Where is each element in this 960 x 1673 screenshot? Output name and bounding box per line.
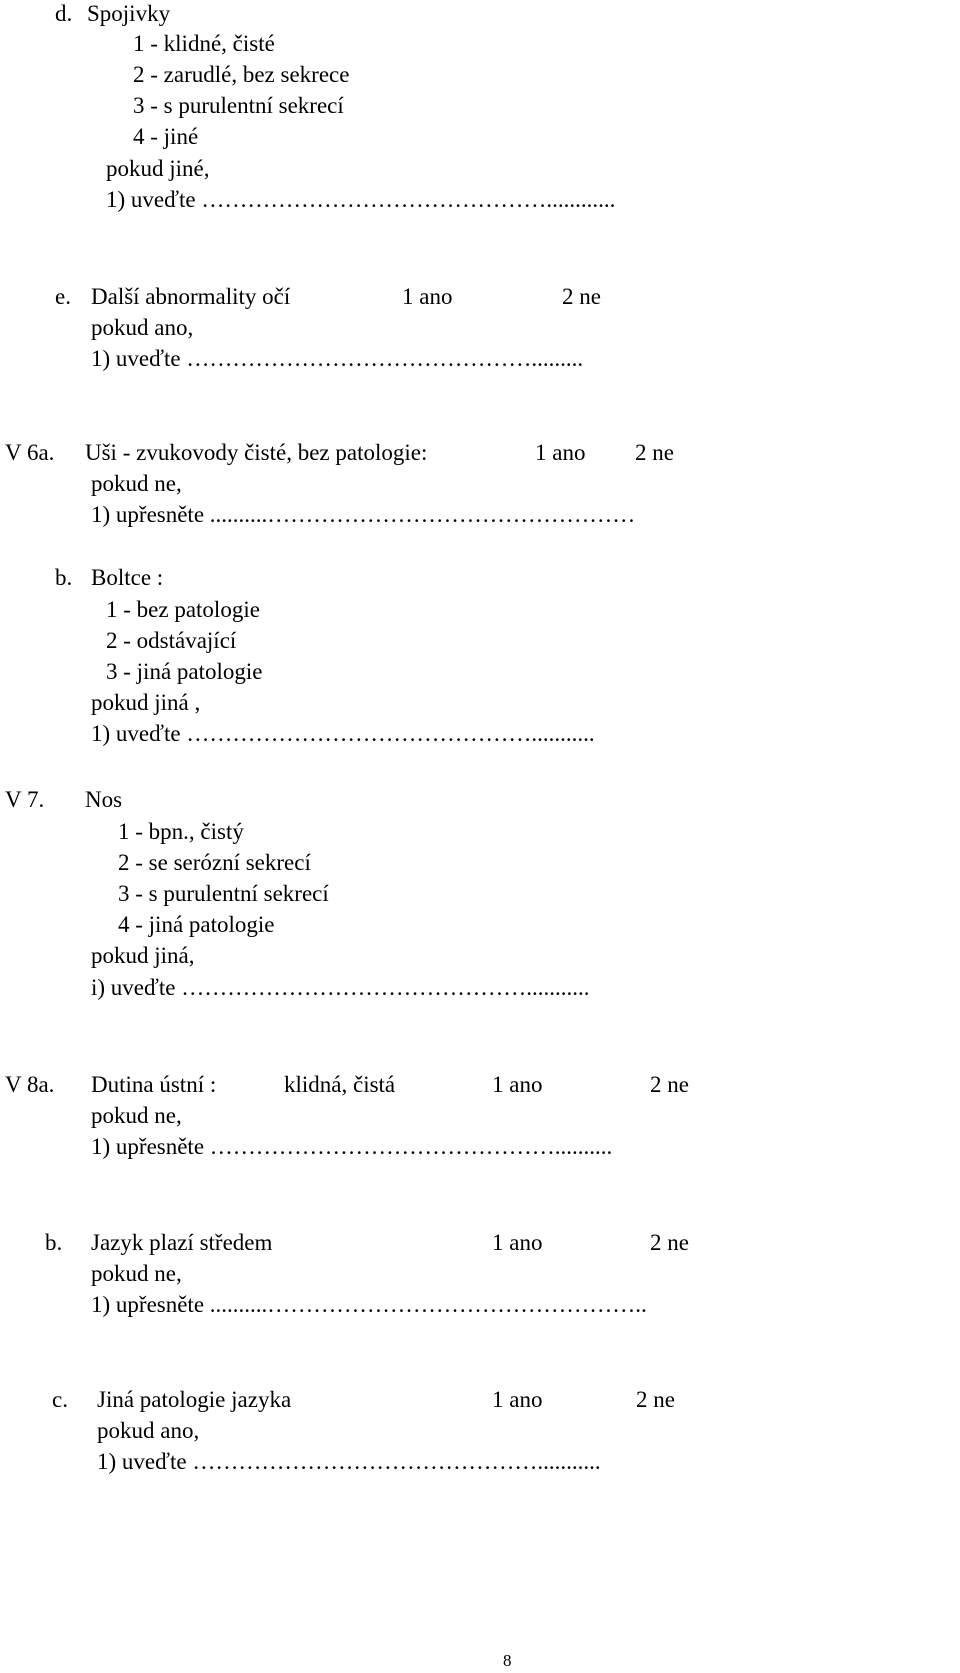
specify-line: 1) upřesněte ………………………………………..........: [91, 1134, 613, 1159]
conditional-label: pokud ano,: [91, 315, 194, 340]
section-title: Nos: [85, 787, 123, 812]
option-2: 2 - odstávající: [106, 628, 237, 653]
option-4: 4 - jiná patologie: [118, 912, 275, 937]
option-4: 4 - jiné: [133, 124, 199, 149]
option-2: 2 - zarudlé, bez sekrece: [133, 62, 350, 87]
conditional-label: pokud ne,: [91, 471, 182, 496]
conditional-label: pokud jiná ,: [91, 690, 201, 715]
item-marker: c.: [52, 1387, 68, 1412]
specify-line: 1) uveďte ……………………………………….........: [91, 346, 584, 371]
option-3: 3 - jiná patologie: [106, 659, 263, 684]
question-text: Dutina ústní :: [91, 1072, 217, 1097]
question-state: klidná, čistá: [284, 1072, 396, 1097]
conditional-label: pokud ne,: [91, 1261, 182, 1286]
question-text: Uši - zvukovody čisté, bez patologie:: [85, 440, 428, 465]
answer-no: 2 ne: [650, 1072, 689, 1097]
specify-line: i) uveďte ………………………………………...........: [91, 975, 590, 1000]
conditional-label: pokud jiné,: [106, 156, 210, 181]
question-text: Další abnormality očí: [91, 284, 291, 309]
specify-line: 1) uveďte ………………………………………............: [106, 187, 616, 212]
conditional-label: pokud jiná,: [91, 943, 195, 968]
answer-no: 2 ne: [636, 1387, 675, 1412]
answer-no: 2 ne: [650, 1230, 689, 1255]
conditional-label: pokud ne,: [91, 1103, 182, 1128]
specify-line: 1) upřesněte ..........…………………………………………..: [91, 1292, 647, 1317]
option-3: 3 - s purulentní sekrecí: [133, 93, 344, 118]
section-title: Boltce :: [91, 565, 164, 590]
item-marker: V 8a.: [5, 1072, 55, 1097]
question-text: Jazyk plazí středem: [91, 1230, 273, 1255]
item-marker: d.: [55, 1, 73, 26]
answer-yes: 1 ano: [535, 440, 586, 465]
option-1: 1 - klidné, čisté: [133, 31, 275, 56]
answer-yes: 1 ano: [492, 1072, 543, 1097]
specify-line: 1) upřesněte ..........…………………………………………: [91, 502, 636, 527]
option-1: 1 - bez patologie: [106, 597, 260, 622]
specify-line: 1) uveďte ………………………………………...........: [91, 721, 595, 746]
specify-line: 1) uveďte ………………………………………...........: [97, 1449, 601, 1474]
answer-no: 2 ne: [635, 440, 674, 465]
option-2: 2 - se serózní sekrecí: [118, 850, 311, 875]
item-marker: b.: [45, 1230, 63, 1255]
item-marker: e.: [55, 284, 71, 309]
answer-yes: 1 ano: [492, 1230, 543, 1255]
item-marker: b.: [55, 565, 73, 590]
item-marker: V 7.: [5, 787, 45, 812]
question-text: Jiná patologie jazyka: [97, 1387, 292, 1412]
option-1: 1 - bpn., čistý: [118, 819, 244, 844]
answer-no: 2 ne: [562, 284, 601, 309]
conditional-label: pokud ano,: [97, 1418, 200, 1443]
page-number: 8: [503, 1651, 512, 1670]
option-3: 3 - s purulentní sekrecí: [118, 881, 329, 906]
section-title: Spojivky: [87, 1, 171, 26]
answer-yes: 1 ano: [492, 1387, 543, 1412]
item-marker: V 6a.: [5, 440, 55, 465]
answer-yes: 1 ano: [402, 284, 453, 309]
